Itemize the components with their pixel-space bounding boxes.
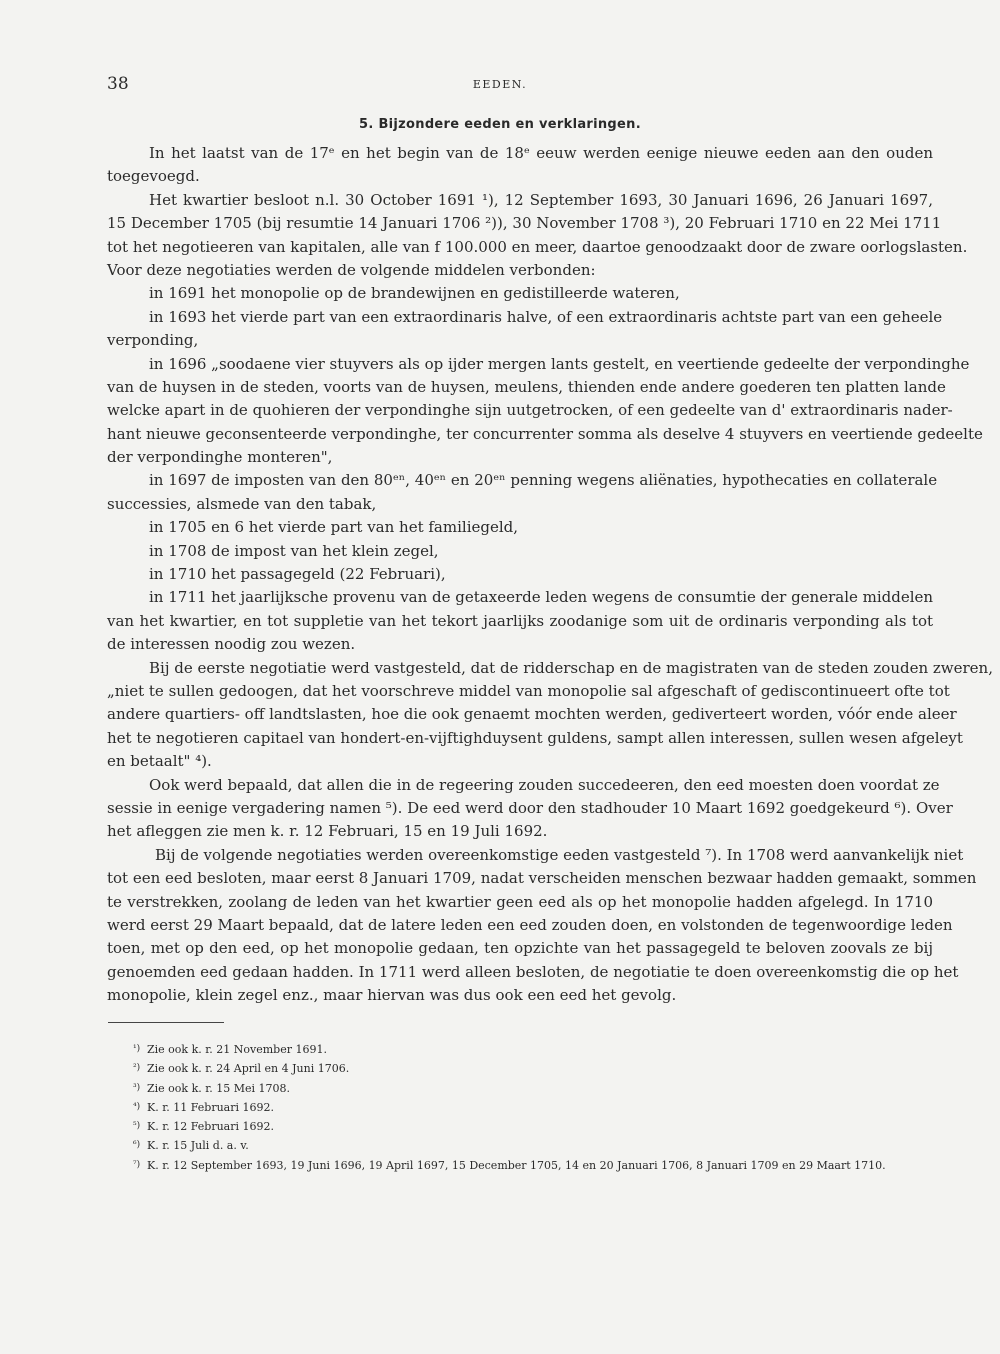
text-line: toegevoegd. (107, 167, 200, 186)
text-line: in 1696 „soodaene vier stuyvers als op ijder mergen lants gestelt, en veertiende gedeelte der verpondinghe (149, 354, 970, 373)
text-line: Voor deze negotiaties werden de volgende middelen verbonden: (107, 260, 596, 279)
footnote (133, 1040, 933, 1059)
footnote-text: K. r. 12 Februari 1692. (147, 1120, 274, 1134)
text-line: werd eerst 29 Maart bepaald, dat de latere leden een eed zouden doen, en volstonden de tegenwoordige leden (107, 915, 953, 934)
text-line: „niet te sullen gedoogen, dat het voorschreve middel van monopolie sal afgeschaft of gediscontinueert ofte tot (107, 681, 950, 700)
text-line: tot het negotieeren van kapitalen, alle van f 100.000 en meer, daartoe genoodzaakt door de zware oorlogslasten. (107, 237, 968, 256)
footnote-marker: ⁴) (133, 1101, 141, 1112)
text-line: in 1705 en 6 het vierde part van het familiegeld, (149, 518, 519, 537)
footnote-marker: ⁷) (133, 1159, 141, 1170)
text-line: successies, alsmede van den tabak, (107, 494, 377, 513)
text-line: in 1693 het vierde part van een extraordinaris halve, of een extraordinaris achtste part van een geheele (149, 307, 943, 326)
footnote-text: K. r. 12 September 1693, 19 Juni 1696, 19 April 1697, 15 December 1705, 14 en 20 Januari 1706, 8 Januari 1709 en 29 Maart 1710. (147, 1158, 886, 1172)
text-line: Bij de eerste negotiatie werd vastgesteld, dat de ridderschap en de magistraten van de steden zouden zweren, (149, 658, 993, 677)
footnote (133, 1098, 933, 1117)
footnote-marker: ²) (133, 1063, 141, 1074)
text-line: in 1697 de imposten van den 80ᵉⁿ, 40ᵉⁿ en 20ᵉⁿ penning wegens aliënaties, hypothecaties en collaterale (149, 471, 938, 490)
footnote (133, 1156, 933, 1175)
footnote-text: K. r. 15 Juli d. a. v. (147, 1139, 249, 1153)
footnote-marker: ³) (133, 1082, 141, 1093)
text-line: en betaalt" ⁴). (107, 752, 212, 771)
footnote (133, 1059, 933, 1078)
footnote (133, 1117, 933, 1136)
footnote-text: Zie ook k. r. 21 November 1691. (147, 1043, 327, 1056)
footnotes (133, 1040, 933, 1175)
text-line: In het laatst van de 17ᵉ en het begin van de 18ᵉ eeuw werden eenige nieuwe eeden aan den ouden (149, 144, 933, 162)
footnote-marker: ⁶) (133, 1140, 141, 1151)
footnote (133, 1079, 933, 1098)
text-line: hant nieuwe geconsenteerde verpondinghe, ter concurrenter somma als deselve 4 stuyvers en veertiende gedeelte (107, 424, 983, 443)
text-line: Ook werd bepaald, dat allen die in de regeering zouden succedeeren, den eed moesten doen voordat ze (149, 775, 940, 794)
text-line: het afleggen zie men k. r. 12 Februari, 15 en 19 Juli 1692. (107, 822, 548, 841)
footnote-text: K. r. 11 Februari 1692. (147, 1100, 274, 1114)
text-line: der verpondinghe monteren", (107, 448, 333, 467)
section-heading: 5. Bijzondere eeden en verklaringen. (359, 117, 641, 132)
text-line: monopolie, klein zegel enz., maar hiervan was dus ook een eed het gevolg. (107, 986, 677, 1005)
footnote-separator (108, 1022, 224, 1023)
body-text (107, 142, 993, 1007)
text-line: Het kwartier besloot n.l. 30 October 1691 ¹), 12 September 1693, 30 Januari 1696, 26 Januari 1697, (149, 190, 933, 209)
footnote-text: Zie ook k. r. 24 April en 4 Juni 1706. (147, 1062, 350, 1076)
text-line: de interessen noodig zou wezen. (107, 635, 356, 654)
footnote-text: Zie ook k. r. 15 Mei 1708. (147, 1081, 291, 1095)
page-number: 38 (107, 74, 129, 94)
text-line: van de huysen in de steden, voorts van de huysen, meulens, thienden ende andere goederen ten platten lande (107, 377, 946, 396)
text-line: toen, met op den eed, op het monopolie gedaan, ten opzichte van het passagegeld te beloven zoovals ze bij (107, 939, 933, 958)
footnote-marker: ¹) (133, 1044, 141, 1054)
running-title: EEDEN. (472, 78, 528, 91)
text-line: genoemden eed gedaan hadden. In 1711 werd alleen besloten, de negotiatie te doen overeenkomstig die op het (107, 962, 959, 981)
text-line: te verstrekken, zoolang de leden van het kwartier geen eed als op het monopolie hadden afgelegd. In 1710 (107, 892, 933, 911)
footnote-marker: ⁵) (133, 1121, 141, 1132)
text-line: andere quartiers- off landtslasten, hoe die ook genaemt mochten werden, gediverteert worden, vóór ende aleer (107, 705, 957, 724)
text-line: 15 December 1705 (bij resumtie 14 Januari 1706 ²)), 30 November 1708 ³), 20 Februari 1710 en 22 Mei 1711 (107, 214, 942, 233)
text-line: Bij de volgende negotiaties werden overeenkomstige eeden vastgesteld ⁷). In 1708 werd aanvankelijk niet (155, 845, 964, 864)
text-line: verponding, (107, 331, 199, 350)
text-line: in 1708 de impost van het klein zegel, (149, 541, 439, 560)
footnote (133, 1136, 933, 1155)
text-line: in 1691 het monopolie op de brandewijnen en gedistilleerde wateren, (149, 284, 680, 303)
text-line: tot een eed besloten, maar eerst 8 Januari 1709, nadat verscheiden menschen bezwaar hadden gemaakt, sommen (107, 869, 977, 888)
text-line: het te negotieren capitael van hondert-en-vijftighduysent guldens, sampt allen interessen, sullen wesen afgeleyt (107, 728, 963, 747)
text-line: in 1711 het jaarlijksche provenu van de getaxeerde leden wegens de consumtie der generale middelen (149, 588, 934, 607)
text-line: welcke apart in de quohieren der verpondinghe sijn uutgetrocken, of een gedeelte van d' extraordinaris nader- (107, 401, 953, 420)
text-line: van het kwartier, en tot suppletie van het tekort jaarlijks zoodanige som uit de ordinaris verponding als tot (107, 611, 933, 630)
text-line: in 1710 het passagegeld (22 Februari), (149, 565, 446, 584)
text-line: sessie in eenige vergadering namen ⁵). De eed werd door den stadhouder 10 Maart 1692 goedgekeurd ⁶). Over (107, 798, 953, 817)
